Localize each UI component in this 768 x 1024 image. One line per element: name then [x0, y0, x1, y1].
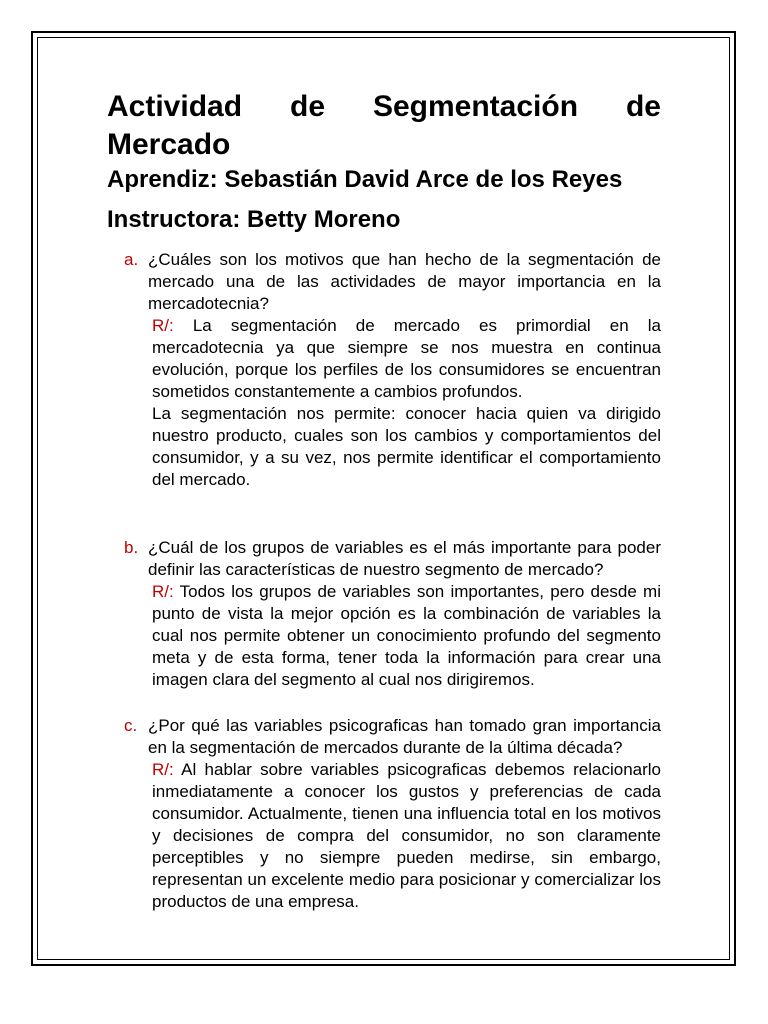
- question-marker: b.: [124, 538, 139, 557]
- answer-label: R/:: [152, 760, 174, 779]
- answer-text: [152, 759, 661, 913]
- question-text: ¿Por qué las variables psicograficas han tomado gran importancia en la segmentación de mercados durante de la última década?: [148, 716, 661, 757]
- answer-label: R/:: [152, 316, 174, 335]
- answer-body: Al hablar sobre variables psicograficas debemos relacionarlo inmediatamente a conocer los gustos y preferencias de cada consumidor. Actualmente, tienen una influencia total en los motivos y decisiones de compra del consumidor, no son claramente perceptibles y no siempre pueden medirse, sin embargo, representan un excelente medio para posicionar y comercializar los productos de una empresa.: [152, 760, 661, 911]
- document-body: [107, 88, 661, 913]
- question-marker: a.: [124, 250, 139, 269]
- question-text: ¿Cuál de los grupos de variables es el más importante para poder definir las características de nuestro segmento de mercado?: [148, 538, 661, 579]
- question-item-c: [107, 715, 661, 913]
- question-marker: c.: [124, 716, 138, 735]
- question-text: ¿Cuáles son los motivos que han hecho de la segmentación de mercado una de las actividades de mayor importancia en la mercadotecnia?: [148, 250, 661, 313]
- question-item-a: [107, 249, 661, 491]
- apprentice-line: Aprendiz: Sebastián David Arce de los Reyes: [107, 166, 623, 193]
- answer-label: R/:: [152, 582, 174, 601]
- question-list: [107, 249, 661, 913]
- answer-body: La segmentación de mercado es primordial en la mercadotecnia ya que siempre se nos muestra en continua evolución, porque los perfiles de los consumidores se encuentran sometidos constantemente a cambios profundos.: [152, 316, 661, 401]
- answer-text: [152, 315, 661, 403]
- question-item-b: [107, 537, 661, 691]
- document-title: Actividad de Segmentación de Mercado: [107, 90, 661, 161]
- answer-text: [152, 581, 661, 691]
- answer-paragraph: La segmentación nos permite: conocer hacia quien va dirigido nuestro producto, cuales son los cambios y comportamientos del consumidor, y a su vez, nos permite identificar el comportamiento del mercado.: [152, 404, 661, 489]
- instructor-line: Instructora: Betty Moreno: [107, 206, 401, 233]
- answer-body: Todos los grupos de variables son importantes, pero desde mi punto de vista la mejor opción es la combinación de variables la cual nos permite obtener un conocimiento profundo del segmento meta y de esta forma, tener toda la información para crear una imagen clara del segmento al cual nos dirigiremos.: [152, 582, 661, 689]
